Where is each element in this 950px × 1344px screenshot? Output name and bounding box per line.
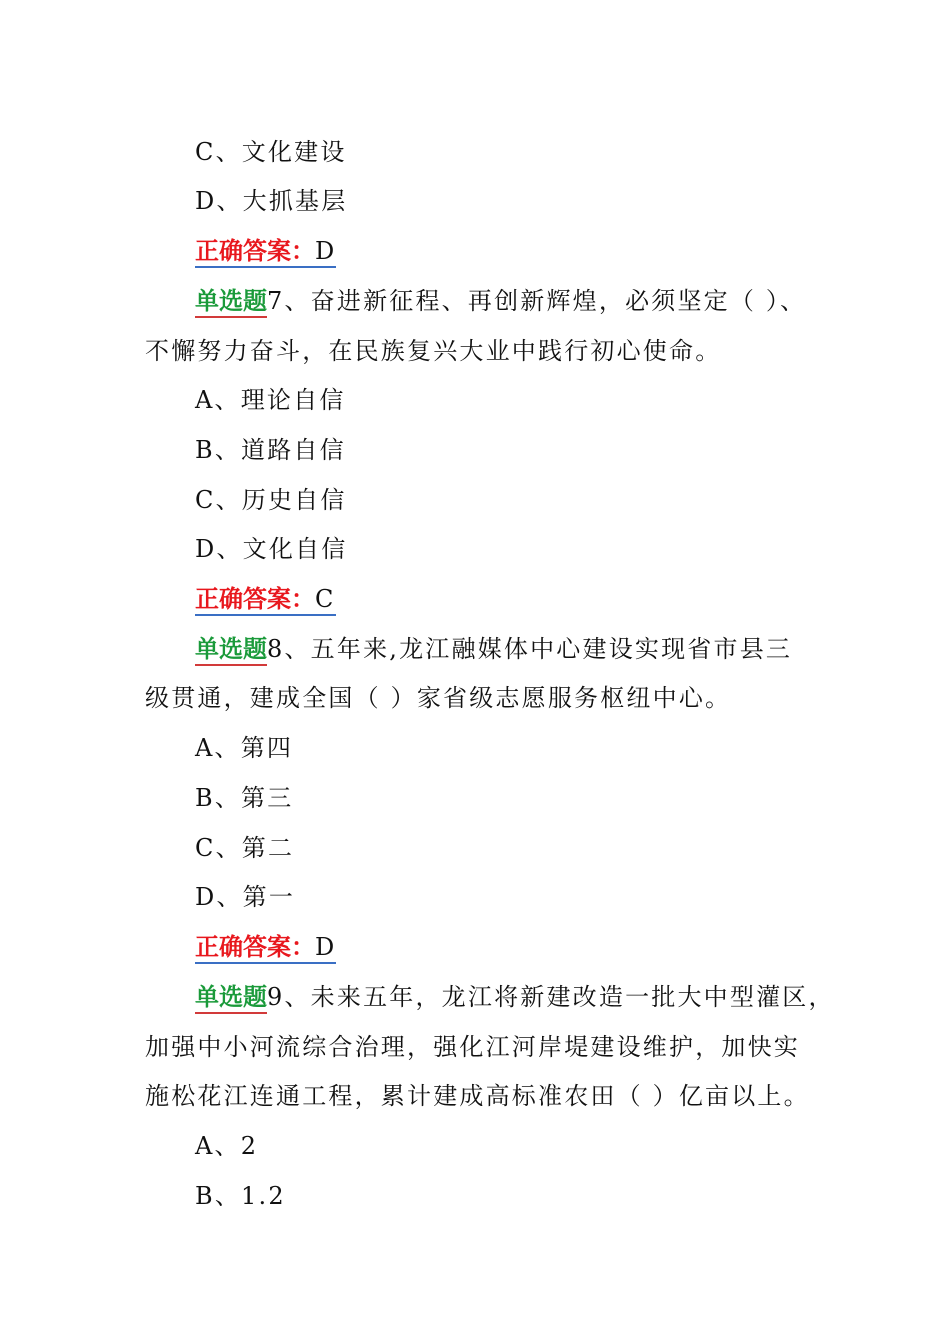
question-text: 7、奋进新征程、再创新辉煌，必须坚定（ ）、 xyxy=(267,287,807,315)
correct-answer-value: C xyxy=(315,585,336,613)
question-type-label: 单选题 xyxy=(195,287,267,318)
option-line: A、理论自信 xyxy=(195,386,346,414)
option-line: B、道路自信 xyxy=(195,436,346,464)
question-stem-line xyxy=(195,634,792,664)
correct-answer-value: D xyxy=(315,237,337,265)
correct-answer-underline xyxy=(195,585,336,616)
question-type-label: 单选题 xyxy=(195,983,267,1014)
correct-answer-label: 正确答案： xyxy=(195,585,315,613)
option-line: D、大抓基层 xyxy=(195,187,348,215)
correct-answer-label: 正确答案： xyxy=(195,237,315,265)
option-line: C、第二 xyxy=(195,834,295,862)
correct-answer-value: D xyxy=(315,933,337,961)
correct-answer-line xyxy=(195,236,336,266)
option-line: B、1.2 xyxy=(195,1182,286,1210)
question-stem-line: 施松花江连通工程，累计建成高标准农田（ ）亿亩以上。 xyxy=(145,1082,810,1110)
question-stem-line xyxy=(195,286,806,316)
question-stem-line xyxy=(195,982,835,1012)
option-line: A、第四 xyxy=(195,734,294,762)
correct-answer-underline xyxy=(195,237,336,268)
question-stem-line: 级贯通，建成全国（ ）家省级志愿服务枢纽中心。 xyxy=(145,684,732,712)
correct-answer-line xyxy=(195,584,336,614)
correct-answer-line xyxy=(195,932,336,962)
option-line: D、文化自信 xyxy=(195,535,348,563)
question-stem-line: 加强中小河流综合治理，强化江河岸堤建设维护，加快实 xyxy=(145,1033,800,1061)
option-line: C、历史自信 xyxy=(195,486,347,514)
correct-answer-underline xyxy=(195,933,336,964)
question-text: 9、未来五年，龙江将新建改造一批大中型灌区， xyxy=(267,983,835,1011)
correct-answer-label: 正确答案： xyxy=(195,933,315,961)
question-text: 8、五年来,龙江融媒体中心建设实现省市县三 xyxy=(267,635,793,663)
option-line: B、第三 xyxy=(195,784,294,812)
question-stem-line: 不懈努力奋斗，在民族复兴大业中践行初心使命。 xyxy=(145,337,722,365)
question-type-label: 单选题 xyxy=(195,635,267,666)
option-line: A、2 xyxy=(195,1132,259,1160)
option-line: C、文化建设 xyxy=(195,138,347,166)
option-line: D、第一 xyxy=(195,883,296,911)
